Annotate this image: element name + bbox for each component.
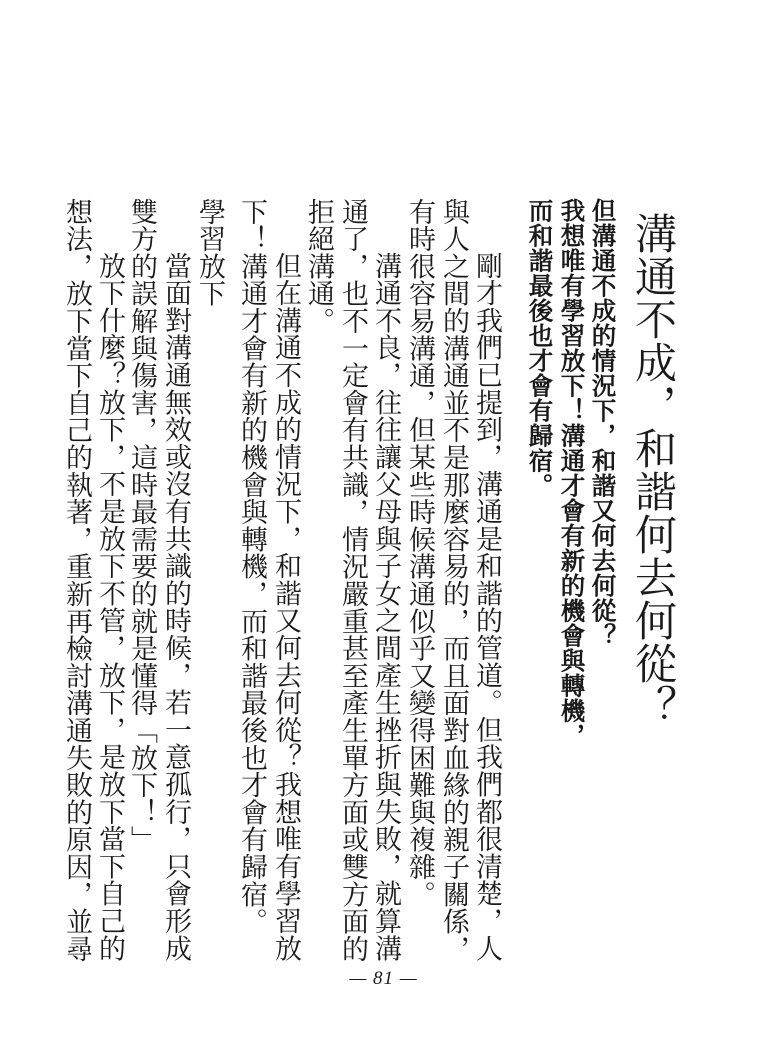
body-line-11: 雙方的誤解與傷害，這時最需要的就是懂得「放下！」 xyxy=(126,198,157,854)
body-line-2: 與人之間的溝通並不是那麼容易的，而且面對血緣的親子關係， xyxy=(438,198,469,963)
body-line-7: 但在溝通不成的情況下，和諧又何去何從？我想唯有學習放 xyxy=(270,252,301,962)
page-number: — 81 — xyxy=(349,968,418,989)
chapter-title: 溝通不成，和諧何去何從？ xyxy=(629,212,678,728)
section-heading: 學習放下 xyxy=(194,198,225,308)
body-line-8: 下！溝通才會有新的機會與轉機，而和諧最後也才會有歸宿。 xyxy=(236,198,267,936)
body-line-5: 通了，也不一定會有共識，情況嚴重甚至產生單方面或雙方面的 xyxy=(337,198,368,963)
body-line-3: 有時很容易溝通，但某些時候溝通似乎又變得困難與複雜。 xyxy=(404,198,435,908)
body-line-13: 想法，放下當下自己的執著，重新再檢討溝通失敗的原因，並尋 xyxy=(61,198,92,963)
body-line-10: 當面對溝通無效或沒有共識的時候，若一意孤行，只會形成 xyxy=(160,252,191,962)
subtitle-line-2: 我想唯有學習放下！溝通才會有新的機會與轉機， xyxy=(557,198,587,748)
body-line-6: 拒絕溝通。 xyxy=(303,198,334,335)
subtitle-line-1: 但溝通不成的情況下，和諧又何去何從？ xyxy=(588,198,618,648)
body-line-12: 放下什麼？放下，不是放下不管，放下，是放下當下自己的 xyxy=(94,252,125,962)
body-line-4: 溝通不良，往往讓父母與子女之間產生挫折與失敗，就算溝 xyxy=(370,252,401,962)
body-line-1: 剛才我們已提到，溝通是和諧的管道。但我們都很清楚，人 xyxy=(471,252,502,962)
subtitle-line-3: 而和諧最後也才會有歸宿。 xyxy=(525,198,555,498)
